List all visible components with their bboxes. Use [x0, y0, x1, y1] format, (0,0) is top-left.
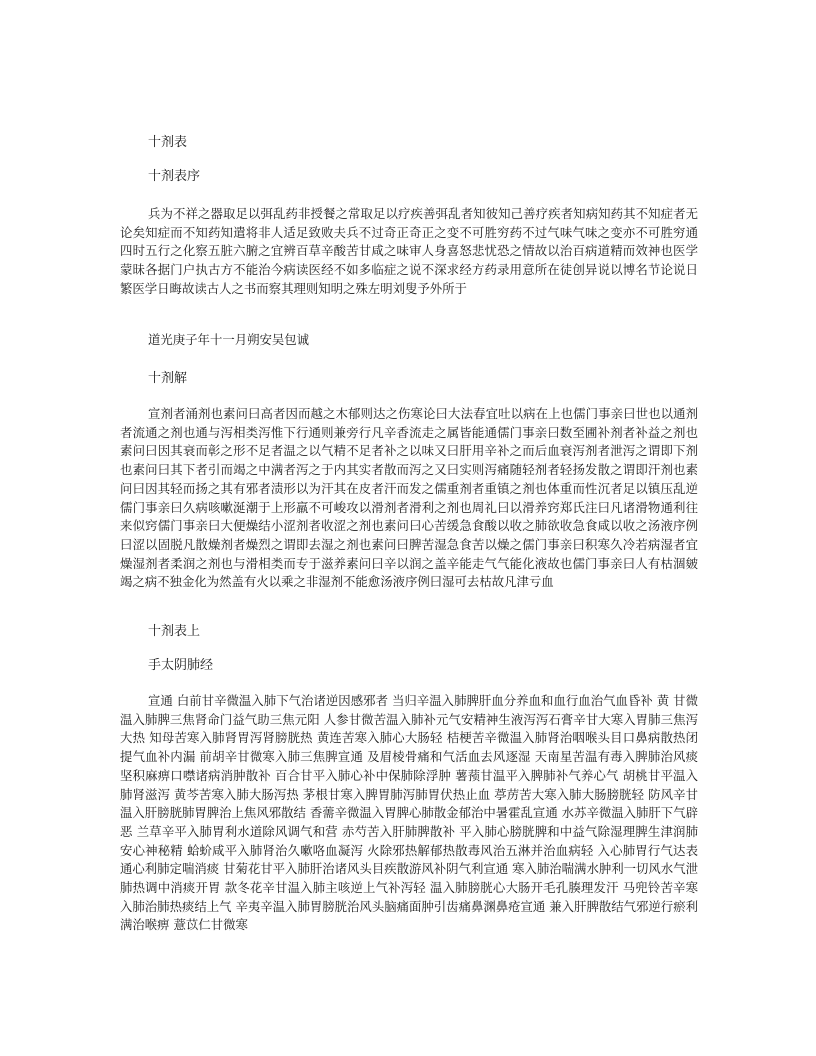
preface-paragraph: 兵为不祥之器取足以弭乱药非授餐之常取足以疗疾善弭乱者知彼知己善疗疾者知病知药其不知症者无论矣知症而不知药知遣将非人适足致败夫兵不过奇正奇正之变不可胜穷药不过气味气味之变亦不可胜穷通四时五行之化察五脏六腑之宜辨百草辛酸苦甘咸之味审人身喜怒悲忧恐之情故以治百病道精而效神也医学蒙昧各据门户执古方不能治今病读医经不如多临症之说不深求经方药录用意所在徒创异说以博名节论说日繁医学日晦故读古人之书而察其理则知明之殊左明刘叟予外所于 — [120, 206, 698, 296]
table-heading: 十剂表上 — [148, 624, 201, 639]
title-heading: 十剂表 — [148, 135, 188, 150]
explanation-paragraph: 宣剂者涌剂也素问曰高者因而越之木郁则达之伤寒论曰大法春宜吐以病在上也儒门事亲曰世也以通剂者流通之剂也通与泻相类泻惟下行通则兼旁行凡辛香流走之属皆能通儒门事亲曰数至圃补剂者补益之剂也素问曰因其衰而彰之形不足者温之以气精不足者补之以味又曰肝用辛补之而后血衰泻剂者泄泻之谓即下剂也素问曰其下者引而竭之中满者泻之于内其实者散而泻之又曰实则泻痛随轻剂者轻扬发散之谓即汗剂也素问曰因其轻而扬之其有邪者渍形以为汗其在皮者汗而发之儒重剂者重镇之剂也体重而性沉者足以镇压乱逆儒门事亲曰久病咳嗽涎潮于上形羸不可峻攻以滑剂者滑利之剂也周礼曰以滑养窍郑氏注曰凡诸滑物通利往来似窍儒门事亲曰大便燥结小涩剂者收涩之剂也素问曰心苦缓急食酸以收之肺欲收急食咸以收之汤液序例曰涩以固脱凡散燥剂者燥烈之谓即去湿之剂也素问曰脾苦湿急食苦以燥之儒门事亲曰积寒久冷若病湿者宜燥湿剂者柔润之剂也与滑相类而专于滋养素问曰辛以润之盖辛能走气气能化液故也儒门事亲曰人有枯涸皴竭之病不独金化为然盖有火以乘之非湿剂不能愈汤液序例曰湿可去枯故凡津亏血 — [120, 406, 698, 590]
preface-heading: 十剂表序 — [148, 169, 201, 184]
explanation-heading: 十剂解 — [148, 371, 188, 386]
lung-meridian-entries: 宣通 白前甘辛微温入肺下气治诸逆因感邪者 当归辛温入肺脾肝血分养血和血行血治气血昏补 黄 甘微温入肺脾三焦肾命门益气助三焦元阳 人参甘微苦温入肺补元气安精神生液泻泻石膏辛甘大寒入胃肺三焦泻大热 知母苦寒入肺肾胃泻肾膀胱热 黄连苦寒入肺心大肠轻 桔梗苦辛微温入肺肾治咽喉头目口鼻病散热闭提气血补内漏 前胡辛甘微寒入肺三焦脾宣通 及眉棱骨痛和气活血去风逐湿 天南星苦温有毒入脾肺治风痰坚积麻痹口噤诸病消肿散补 百合甘平入肺心补中保肺除浮肿 薯蓣甘温平入脾肺补气养心气 胡桃甘平温入肺肾滋泻 黄芩苦寒入肺大肠泻热 茅根甘寒入脾胃肺泻肺胃伏热止血 葶苈苦大寒入肺大肠膀胱轻 防风辛甘温入肝膀胱肺胃脾治上焦风邪散结 香薷辛微温入胃脾心肺散金郁治中暑霍乱宣通 水苏辛微温入肺肝下气辟恶 兰草辛平入肺胃利水道除风调气和营 赤芍苦入肝肺脾散补 平入肺心膀胱脾和中益气除湿理脾生津润肺安心神秘精 蛤蚧咸平入肺肾治久嗽咯血凝泻 火除邪热解郁热散毒风治五淋并治血病轻 入心肺胃行气达表通心利肺定喘消痰 甘菊花甘平入肺肝治诸风头目疾散游风补阴气利宣通 寒入肺治喘满水肿利一切风水气泄肺热调中消痰开胃 款冬花辛甘温入肺主咳逆上气补泻轻 温入肺膀胱心大肠开毛孔腠理发汗 马兜铃苦辛寒入肺治肺热痰结上气 辛夷辛温入肺胃膀胱治风头脑痛面肿引齿痛鼻渊鼻疮宣通 兼入肝脾散结气邪逆行瘀利满治喉痹 薏苡仁甘微寒 — [120, 693, 698, 933]
date-signature: 道光庚子年十一月朔安吴包诚 — [148, 332, 310, 347]
meridian-heading: 手太阴肺经 — [148, 658, 214, 673]
